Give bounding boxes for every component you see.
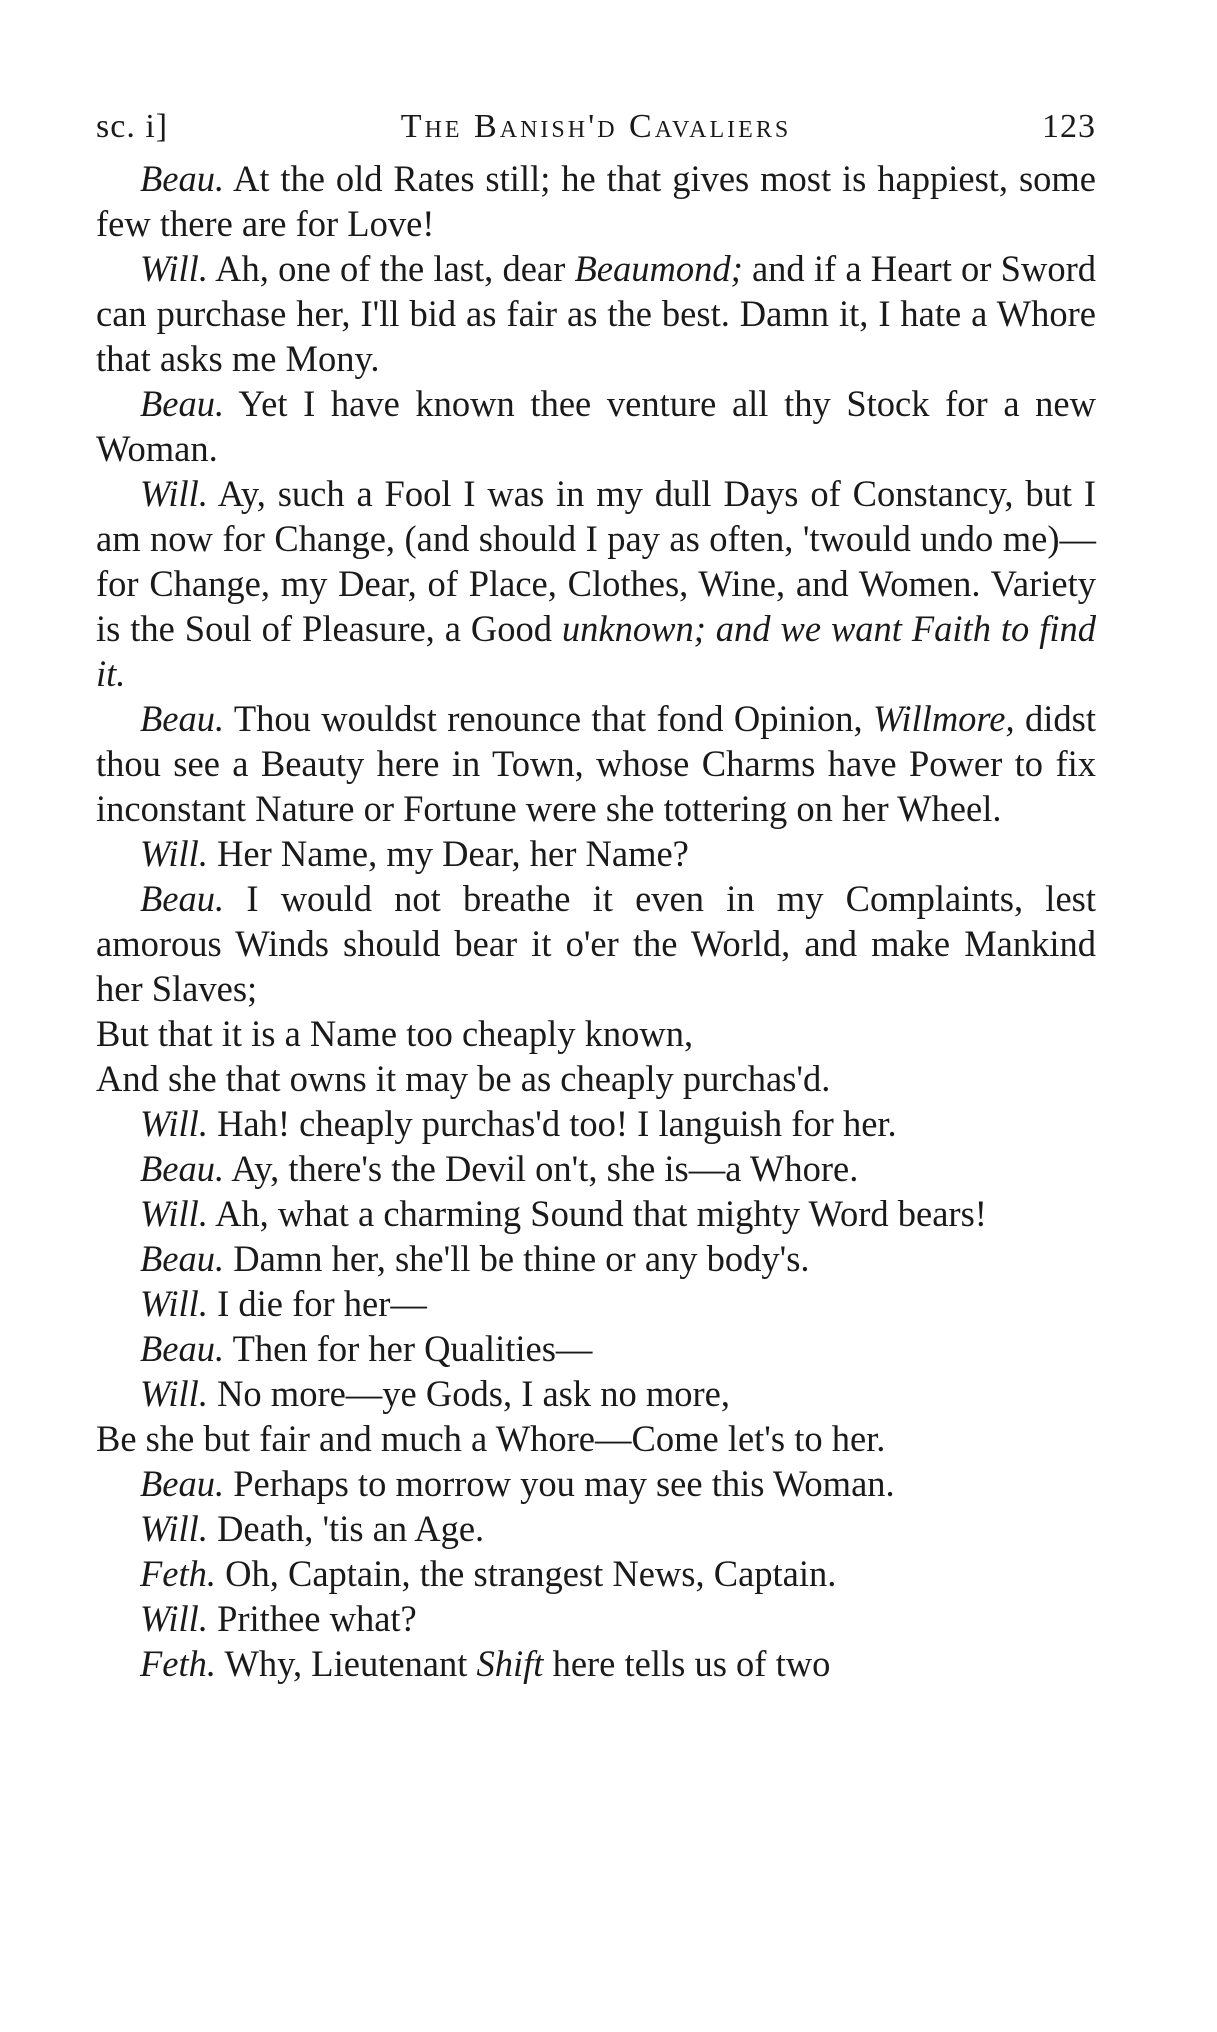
page-body	[96, 156, 1096, 1686]
speech-text: I would not breathe it even in my Complaints, lest amorous Winds should bear it o'er the World, and make Mankind her Slaves;	[96, 878, 1096, 1009]
speech	[96, 156, 1096, 246]
speech	[96, 1371, 1096, 1416]
speaker-name: Feth.	[140, 1553, 217, 1594]
speech-text: Damn her, she'll be thine or any body's.	[224, 1238, 810, 1279]
speech-text: Her Name, my Dear, her Name?	[207, 833, 689, 874]
verse-line: And she that owns it may be as cheaply purchas'd.	[96, 1058, 831, 1099]
speech	[96, 1506, 1096, 1551]
speech	[96, 1101, 1096, 1146]
running-header	[96, 96, 1096, 156]
speech-text: here tells us of two	[543, 1643, 831, 1684]
speech-text: Prithee what?	[207, 1598, 417, 1639]
speech-text: At the old Rates still; he that gives most is happiest, some few there are for Love!	[96, 158, 1096, 244]
speech-text: didst thou see a Beauty here in Town, whose Charms have Power to fix inconstant Nature or Fortune were she tottering on her Wheel.	[96, 698, 1096, 829]
speech-text: Ay, there's the Devil on't, she is—a Whore.	[224, 1148, 859, 1189]
speaker-name: Beau.	[140, 158, 225, 199]
speech	[96, 471, 1096, 696]
speaker-name: Beau.	[140, 1463, 225, 1504]
speech-text: Then for her Qualities—	[224, 1328, 593, 1369]
speaker-name: Will.	[140, 1508, 208, 1549]
scene-marker: sc. i]	[96, 108, 169, 145]
speaker-name: Will.	[140, 1103, 208, 1144]
speaker-name: Will.	[140, 833, 208, 874]
speech-text: Why, Lieutenant	[216, 1643, 477, 1684]
speech-text: and if a Heart or Sword can purchase her, I'll bid as fair as the best. Damn it, I hate a Whore that asks me Mony.	[96, 248, 1096, 379]
speaker-name: Beau.	[140, 383, 225, 424]
speech-text: Thou wouldst renounce that fond Opinion,	[224, 698, 873, 739]
speech-text: Ah, what a charming Sound that mighty Word bears!	[207, 1193, 987, 1234]
speech	[96, 1596, 1096, 1641]
speech	[96, 381, 1096, 471]
speech	[96, 1281, 1096, 1326]
speech	[96, 1326, 1096, 1371]
speaker-name: Will.	[140, 1373, 208, 1414]
speaker-name: Beau.	[140, 1148, 225, 1189]
speaker-name: Beau.	[140, 1238, 225, 1279]
speaker-name: Beau.	[140, 1328, 225, 1369]
speech	[96, 1551, 1096, 1596]
page-number: 123	[1042, 108, 1096, 145]
speaker-name: Will.	[140, 1598, 208, 1639]
running-title: The Banish'd Cavaliers	[400, 108, 792, 145]
speech-italic: unknown; and we want Faith to find it.	[96, 608, 1096, 694]
speech-text: Yet I have known thee venture all thy Stock for a new Woman.	[96, 383, 1096, 469]
speech	[96, 876, 1096, 1011]
speaker-name: Will.	[140, 473, 208, 514]
speaker-name: Will.	[140, 1283, 208, 1324]
speech	[96, 1146, 1096, 1191]
verse-line: But that it is a Name too cheaply known,	[96, 1013, 694, 1054]
speaker-name: Beau.	[140, 878, 225, 919]
speaker-name: Will.	[140, 1193, 208, 1234]
speech	[96, 1461, 1096, 1506]
speech	[96, 246, 1096, 381]
speaker-name: Beau.	[140, 698, 225, 739]
speech-italic: Willmore,	[873, 698, 1015, 739]
book-page	[96, 96, 1096, 1686]
speaker-name: Feth.	[140, 1643, 217, 1684]
speech-text: No more—ye Gods, I ask no more,	[207, 1373, 731, 1414]
speech-text: Perhaps to morrow you may see this Woman.	[224, 1463, 895, 1504]
speech	[96, 831, 1096, 876]
speech-text: I die for her—	[207, 1283, 427, 1324]
speech	[96, 1236, 1096, 1281]
speech	[96, 696, 1096, 831]
speech-italic: Beaumond;	[574, 248, 743, 289]
speech-text: Ay, such a Fool I was in my dull Days of Constancy, but I am now for Change, (and should I pay as often, 'twould undo me)—for Change, my Dear, of Place, Clothes, Wine, and Women. Variety is the Soul of Pleasure, a Good	[96, 473, 1096, 649]
speaker-name: Will.	[140, 248, 208, 289]
speech	[96, 1191, 1096, 1236]
speech-text: Oh, Captain, the strangest News, Captain.	[216, 1553, 837, 1594]
speech	[96, 1641, 1096, 1686]
verse-line: Be she but fair and much a Whore—Come let's to her.	[96, 1418, 886, 1459]
speech-text: Ah, one of the last, dear	[207, 248, 575, 289]
speech-text: Death, 'tis an Age.	[207, 1508, 485, 1549]
speech-italic: Shift	[476, 1643, 544, 1684]
speech-text: Hah! cheaply purchas'd too! I languish for her.	[207, 1103, 897, 1144]
